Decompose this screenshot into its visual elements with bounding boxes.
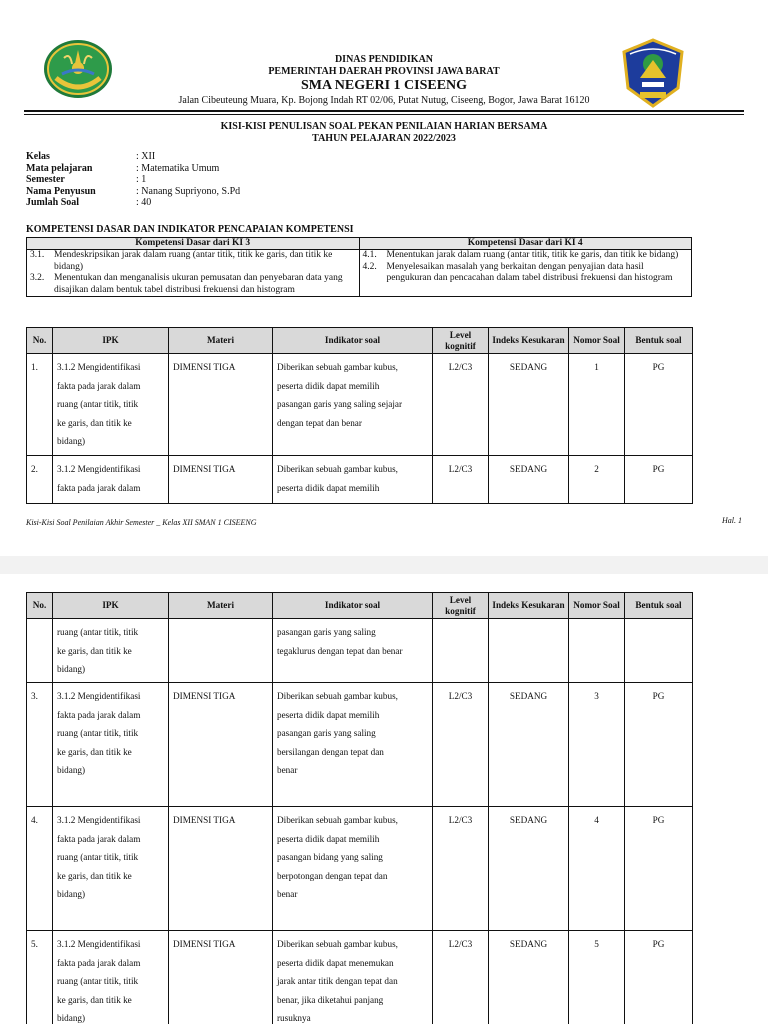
footer-text: Kisi-Kisi Soal Penilaian Akhir Semester _ Kelas XII SMAN 1 CISEENG [26, 518, 257, 527]
cell-indeks: SEDANG [489, 456, 569, 504]
ipk-line: 3.1.2 Mengidentifikasi [57, 362, 141, 372]
kd-text: Menyelesaikan masalah yang berkaitan dengan penyajian data hasil pengukuran dan pencacahan dalam tabel distribusi frekuensi dan histogram [386, 261, 673, 283]
col-no-header: No. [27, 328, 53, 354]
header-school-name: SMA NEGERI 1 CISEENG [300, 78, 468, 93]
ipk-line: fakta pada jarak dalam [57, 380, 141, 391]
meta-value: : Matematika Umum [136, 162, 220, 174]
table-header-row [27, 328, 693, 354]
cell-materi: DIMENSI TIGA [169, 354, 273, 456]
table-row [27, 931, 693, 1024]
cell-ipk [53, 931, 169, 1024]
indikator-line: pasangan garis yang saling sejajar [277, 399, 403, 409]
cell-indeks: SEDANG [489, 354, 569, 456]
cell-indikator [273, 354, 433, 456]
meta-key: Mata pelajaran [26, 162, 93, 174]
col-level-header: Level kognitif [433, 593, 489, 619]
cell-indikator [273, 456, 433, 504]
col-materi-header: Materi [169, 593, 273, 619]
cell-nomor: 2 [569, 456, 625, 504]
cell-indikator [273, 931, 433, 1024]
col-bentuk-header: Bentuk soal [625, 328, 693, 354]
cell-bentuk: PG [625, 683, 693, 807]
cell-ipk [53, 619, 169, 683]
header-government: PEMERINTAH DAERAH PROVINSI JAWA BARAT [268, 66, 500, 77]
col-indikator-header: Indikator soal [273, 328, 433, 354]
cell-level: L2/C3 [433, 354, 489, 456]
meta-row [26, 186, 240, 198]
col-level-header: Level kognitif [433, 328, 489, 354]
kd-item [363, 262, 689, 285]
col-indikator-header: Indikator soal [273, 593, 433, 619]
meta-value: : XII [136, 151, 156, 162]
cell-bentuk: PG [625, 807, 693, 931]
ipk-line: 3.1.2 Mengidentifikasi [57, 815, 141, 825]
col-bentuk-header: Bentuk soal [625, 593, 693, 619]
ipk-line: 3.1.2 Mengidentifikasi [57, 939, 141, 949]
cell-indikator [273, 683, 433, 807]
kd-number: 3.2. [30, 273, 45, 283]
cell-materi: DIMENSI TIGA [169, 807, 273, 931]
cell-no: 5. [27, 931, 53, 1024]
cell-no: 3. [27, 683, 53, 807]
header-divider-thin [24, 114, 744, 115]
kisi-kisi-table-page-1 [26, 327, 693, 504]
col-indeks-header: Indeks Kesukaran [489, 593, 569, 619]
ipk-line: 3.1.2 Mengidentifikasi [57, 464, 141, 474]
table-row [27, 354, 693, 456]
kd-item [30, 273, 356, 296]
indikator-line: benar [277, 765, 298, 775]
indikator-line: pasangan bidang yang saling [277, 852, 383, 862]
page-number: Hal. 1 [722, 516, 742, 525]
cell-indeks: SEDANG [489, 807, 569, 931]
ipk-line: ke garis, dan titik ke [57, 746, 132, 757]
kd-number: 3.1. [30, 250, 45, 260]
meta-key: Jumlah Soal [26, 197, 80, 208]
indikator-line: dengan tepat dan benar [277, 417, 362, 428]
meta-row [26, 163, 240, 175]
meta-value: : 40 [136, 197, 152, 208]
cell-level: L2/C3 [433, 807, 489, 931]
table-row [27, 619, 693, 683]
kd-text: Menentukan jarak dalam ruang (antar titik, titik ke garis, dan titik ke bidang) [386, 250, 679, 260]
cell-materi: DIMENSI TIGA [169, 456, 273, 504]
cell-bentuk: PG [625, 354, 693, 456]
table-row [27, 807, 693, 931]
indikator-line: pasangan garis yang saling [277, 627, 376, 637]
ipk-line: bidang) [57, 765, 86, 775]
meta-row [26, 174, 240, 186]
kd-text: Menentukan dan menganalisis ukuran pemusatan dan penyebaran data yang disajikan dalam bentuk tabel distribusi frekuensi dan histogram [54, 273, 343, 295]
indikator-line: peserta didik dapat memilih [277, 709, 380, 720]
ipk-line: ruang (antar titik, titik [57, 728, 139, 738]
cell-bentuk [625, 619, 693, 683]
indikator-line: peserta didik dapat memilih [277, 380, 380, 391]
cell-materi: DIMENSI TIGA [169, 931, 273, 1024]
col-indeks-header: Indeks Kesukaran [489, 328, 569, 354]
cell-ipk [53, 354, 169, 456]
cell-level: L2/C3 [433, 931, 489, 1024]
ipk-line: fakta pada jarak dalam [57, 709, 141, 720]
indikator-line: peserta didik dapat memilih [277, 833, 380, 844]
table-row [27, 456, 693, 504]
col-no-header: No. [27, 593, 53, 619]
meta-row [26, 197, 240, 209]
cell-level: L2/C3 [433, 456, 489, 504]
meta-key: Nama Penyusun [26, 185, 96, 197]
col-ipk-header: IPK [53, 328, 169, 354]
col-materi-header: Materi [169, 328, 273, 354]
ipk-line: bidang) [57, 436, 86, 446]
ipk-line: ke garis, dan titik ke [57, 645, 132, 656]
cell-ipk [53, 683, 169, 807]
kd4-header: Kompetensi Dasar dari KI 4 [359, 238, 692, 250]
header-department: DINAS PENDIDIKAN [334, 54, 434, 65]
cell-nomor [569, 619, 625, 683]
ipk-line: ke garis, dan titik ke [57, 870, 132, 881]
ipk-line: bidang) [57, 664, 86, 674]
section-title: KOMPETENSI DASAR DAN INDIKATOR PENCAPAIAN KOMPETENSI [26, 224, 354, 235]
cell-indeks: SEDANG [489, 683, 569, 807]
meta-value: : Nanang Supriyono, S.Pd [136, 185, 241, 197]
indikator-line: tegaklurus dengan tepat dan benar [277, 645, 403, 656]
indikator-line: Diberikan sebuah gambar kubus, [277, 464, 398, 474]
ipk-line: ruang (antar titik, titik [57, 852, 139, 862]
cell-indikator [273, 619, 433, 683]
kd-number: 4.1. [362, 250, 377, 260]
meta-value: : 1 [136, 174, 147, 185]
document-meta [26, 151, 240, 209]
ipk-line: ke garis, dan titik ke [57, 994, 132, 1005]
ipk-line: ruang (antar titik, titik [57, 399, 139, 409]
cell-materi: DIMENSI TIGA [169, 683, 273, 807]
ipk-line: ruang (antar titik, titik [57, 627, 139, 637]
page-2 [0, 574, 768, 1024]
ipk-line: fakta pada jarak dalam [57, 833, 141, 844]
table-row [27, 683, 693, 807]
meta-key: Semester [26, 174, 65, 185]
ipk-line: bidang) [57, 889, 86, 899]
table-header-row [27, 593, 693, 619]
page-footer [26, 518, 742, 527]
cell-no: 2. [27, 456, 53, 504]
cell-indikator [273, 807, 433, 931]
document-year: TAHUN PELAJARAN 2022/2023 [312, 133, 456, 144]
indikator-line: Diberikan sebuah gambar kubus, [277, 939, 398, 949]
ipk-line: 3.1.2 Mengidentifikasi [57, 691, 141, 701]
ipk-line: bidang) [57, 1013, 86, 1023]
cell-nomor: 5 [569, 931, 625, 1024]
kd-number: 4.2. [362, 261, 377, 272]
indikator-line: benar, jika diketahui panjang [277, 994, 384, 1005]
cell-level [433, 619, 489, 683]
kd4-cell [359, 250, 692, 297]
kd3-cell [27, 250, 360, 297]
indikator-line: peserta didik dapat memilih [277, 482, 380, 493]
cell-indeks [489, 619, 569, 683]
kd-text: Mendeskripsikan jarak dalam ruang (antar titik, titik ke garis, dan titik ke bidang) [54, 250, 333, 272]
cell-no: 1. [27, 354, 53, 456]
kd3-header: Kompetensi Dasar dari KI 3 [27, 238, 360, 250]
col-ipk-header: IPK [53, 593, 169, 619]
cell-nomor: 1 [569, 354, 625, 456]
meta-key: Kelas [26, 151, 50, 162]
indikator-line: bersilangan dengan tepat dan [277, 746, 384, 757]
cell-no [27, 619, 53, 683]
indikator-line: pasangan garis yang saling [277, 728, 376, 738]
cell-nomor: 4 [569, 807, 625, 931]
meta-row [26, 151, 240, 163]
header-address: Jalan Cibeuteung Muara, Kp. Bojong Indah RT 02/06, Putat Nutug, Ciseeng, Bogor, Jawa Barat 16120 [178, 95, 590, 106]
indikator-line: Diberikan sebuah gambar kubus, [277, 815, 398, 825]
ipk-line: ruang (antar titik, titik [57, 976, 139, 986]
indikator-line: rusuknya [277, 1013, 311, 1023]
col-nomor-header: Nomor Soal [569, 328, 625, 354]
cell-level: L2/C3 [433, 683, 489, 807]
header-divider [24, 110, 744, 112]
kd-item [30, 250, 356, 273]
cell-bentuk: PG [625, 456, 693, 504]
indikator-line: jarak antar titik dengan tepat dan [277, 976, 398, 986]
document-title: KISI-KISI PENULISAN SOAL PEKAN PENILAIAN HARIAN BERSAMA [220, 121, 548, 132]
cell-indeks: SEDANG [489, 931, 569, 1024]
indikator-line: peserta didik dapat menemukan [277, 957, 394, 968]
cell-ipk [53, 456, 169, 504]
kd-item [363, 250, 689, 262]
indikator-line: berpotongan dengan tepat dan [277, 870, 388, 881]
cell-ipk [53, 807, 169, 931]
cell-bentuk: PG [625, 931, 693, 1024]
indikator-line: benar [277, 889, 298, 899]
col-nomor-header: Nomor Soal [569, 593, 625, 619]
indikator-line: Diberikan sebuah gambar kubus, [277, 691, 398, 701]
ipk-line: fakta pada jarak dalam [57, 957, 141, 968]
ipk-line: ke garis, dan titik ke [57, 417, 132, 428]
indikator-line: Diberikan sebuah gambar kubus, [277, 362, 398, 372]
ipk-line: fakta pada jarak dalam [57, 482, 141, 493]
kompetensi-dasar-table [26, 237, 692, 297]
cell-materi [169, 619, 273, 683]
kisi-kisi-table-page-2 [26, 592, 693, 1024]
cell-no: 4. [27, 807, 53, 931]
cell-nomor: 3 [569, 683, 625, 807]
